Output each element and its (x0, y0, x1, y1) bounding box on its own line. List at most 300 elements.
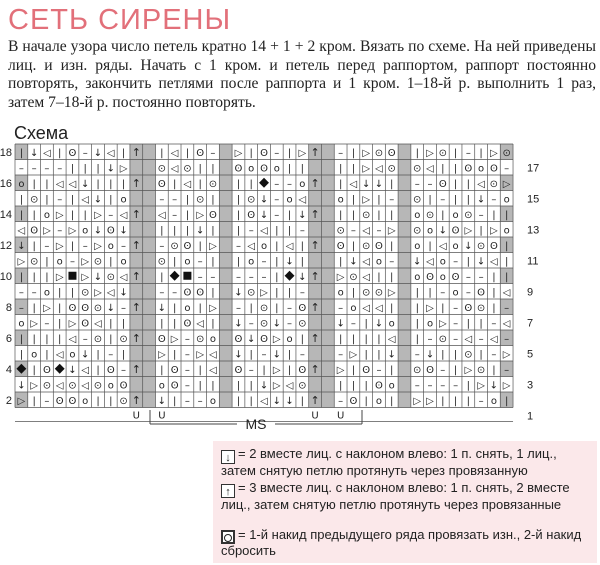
stitch-symbol: | (377, 209, 381, 221)
stitch-symbol: | (338, 178, 343, 190)
stitch-symbol: ▷ (426, 147, 434, 159)
row-number-right: 17 (527, 162, 540, 175)
stitch-symbol: ▷ (43, 302, 51, 314)
stitch-symbol: – (235, 271, 241, 283)
stitch-symbol: ↑ (310, 394, 320, 407)
stitch-symbol: – (491, 194, 497, 206)
stitch-symbol: | (32, 364, 36, 376)
stitch-symbol: ⊙ (464, 209, 473, 221)
stitch-symbol: | (377, 333, 381, 345)
stitch-symbol: ↓ (272, 318, 281, 330)
stitch-symbol: ↓ (413, 256, 422, 268)
stitch-symbol: ◁ (158, 209, 166, 221)
stitch-symbol: | (96, 349, 100, 361)
stitch-symbol: | (351, 333, 356, 345)
stitch-symbol: ▷ (336, 271, 345, 283)
stitch-symbol: ▷ (17, 395, 26, 407)
stitch-symbol: ʘ (183, 287, 192, 299)
stitch-symbol: – (376, 225, 382, 237)
stitch-symbol: ▷ (272, 364, 281, 376)
stitch-symbol: ▷ (55, 271, 64, 283)
stitch-symbol: ʘ (234, 364, 243, 376)
stitch-symbol: ◁ (375, 163, 383, 175)
stitch-symbol: ↓ (259, 194, 269, 206)
stitch-symbol: ◁ (426, 163, 434, 175)
grey-cell (219, 144, 232, 160)
stitch-symbol: ↓ (106, 163, 115, 175)
stitch-symbol: | (415, 287, 419, 299)
stitch-symbol: ⊙ (93, 333, 103, 345)
stitch-symbol (183, 272, 191, 280)
grey-cell (219, 237, 232, 253)
stitch-symbol: o (209, 333, 216, 345)
stitch-symbol: ◁ (183, 178, 192, 190)
stitch-symbol: – (235, 302, 241, 314)
stitch-symbol: | (172, 302, 177, 314)
down-arrow-icon: ↓ (221, 450, 235, 464)
grey-cell (219, 284, 232, 300)
grey-cell (143, 330, 156, 346)
grey-cell (398, 361, 411, 377)
stitch-symbol: ↓ (272, 395, 281, 407)
stitch-symbol: ⊙ (464, 349, 473, 361)
stitch-symbol: – (504, 333, 510, 345)
stitch-symbol: | (287, 163, 292, 175)
grey-cell (321, 253, 334, 269)
stitch-symbol: | (19, 194, 24, 206)
stitch-symbol: ʘ (68, 395, 77, 407)
stitch-symbol: | (275, 287, 279, 299)
row-number-left: 12 (0, 240, 12, 252)
scheme-title: Схема (14, 123, 69, 143)
stitch-symbol: ▷ (298, 147, 307, 159)
stitch-symbol: ▷ (170, 333, 179, 345)
stitch-symbol: ʘ (183, 240, 192, 252)
stitch-symbol: o (426, 318, 434, 330)
stitch-symbol: | (109, 194, 113, 206)
stitch-symbol: | (364, 333, 368, 345)
stitch-symbol: | (198, 302, 202, 314)
stitch-symbol: ▷ (387, 225, 396, 237)
grey-cell (398, 377, 411, 393)
stitch-symbol: ʘ (68, 302, 77, 314)
stitch-symbol: – (82, 333, 88, 345)
stitch-symbol: ↓ (119, 287, 128, 299)
stitch-symbol: | (504, 271, 509, 283)
stitch-symbol: ʘ (349, 395, 358, 407)
stitch-symbol: ʘ (208, 209, 217, 221)
stitch-symbol: | (275, 225, 279, 237)
stitch-symbol: | (96, 163, 100, 175)
stitch-symbol: | (236, 395, 241, 407)
stitch-symbol: ↑ (310, 332, 320, 345)
stitch-symbol: | (479, 225, 483, 237)
stitch-symbol (68, 272, 76, 280)
stitch-symbol: ↑ (131, 177, 141, 190)
stitch-symbol: | (377, 349, 381, 361)
stitch-symbol: | (441, 349, 445, 361)
stitch-symbol: | (211, 287, 215, 299)
stitch-symbol: ▷ (502, 178, 511, 190)
stitch-symbol: ⊙ (387, 163, 396, 175)
stitch-symbol: | (45, 178, 49, 190)
stitch-symbol: U (336, 410, 345, 422)
stitch-symbol: | (466, 178, 471, 190)
stitch-symbol: | (236, 225, 241, 237)
stitch-symbol: ▷ (94, 287, 102, 299)
stitch-symbol: – (197, 395, 203, 407)
stitch-symbol: – (478, 395, 484, 407)
stitch-symbol: o (18, 318, 25, 330)
grey-cell (309, 284, 322, 300)
stitch-symbol: ▷ (94, 209, 102, 221)
stitch-symbol: | (160, 364, 164, 376)
stitch-symbol: ʘ (426, 364, 434, 376)
stitch-symbol: ◁ (55, 380, 64, 392)
stitch-symbol: – (261, 349, 267, 361)
stitch-symbol: ▷ (68, 225, 77, 237)
stitch-symbol: ↓ (336, 318, 345, 330)
stitch-symbol: | (492, 287, 496, 299)
grey-cell (219, 191, 232, 207)
stitch-symbol: ▷ (413, 395, 422, 407)
stitch-symbol: | (19, 349, 24, 361)
grey-cell (219, 299, 232, 315)
stitch-symbol: | (70, 287, 75, 299)
stitch-symbol: – (274, 178, 280, 190)
grey-cell (398, 253, 411, 269)
stitch-symbol: – (414, 349, 420, 361)
repeat-label: MS (245, 416, 267, 432)
stitch-symbol: | (351, 364, 356, 376)
stitch-symbol: o (478, 163, 485, 175)
stitch-symbol: ↓ (17, 380, 26, 392)
stitch-symbol: ◁ (106, 287, 115, 299)
stitch-symbol: o (414, 271, 421, 283)
stitch-symbol: | (453, 349, 458, 361)
grey-cell (143, 206, 156, 222)
stitch-symbol (55, 364, 65, 374)
stitch-symbol: ⊙ (361, 240, 371, 252)
stitch-symbol: – (210, 147, 216, 159)
stitch-symbol: ▷ (336, 364, 345, 376)
stitch-symbol: – (108, 209, 114, 221)
stitch-symbol: ʘ (260, 333, 268, 345)
grey-cell (321, 361, 334, 377)
stitch-symbol: ◁ (362, 271, 371, 283)
grey-cell (321, 160, 334, 176)
stitch-symbol: | (198, 364, 202, 376)
stitch-symbol: o (414, 240, 421, 252)
stitch-symbol: ʘ (489, 163, 498, 175)
stitch-symbol: | (504, 256, 509, 268)
stitch-symbol: ◁ (94, 318, 102, 330)
stitch-symbol: – (287, 178, 293, 190)
stitch-symbol: | (453, 194, 458, 206)
grey-cell (398, 237, 411, 253)
stitch-symbol: | (236, 380, 241, 392)
stitch-symbol: | (249, 349, 253, 361)
stitch-symbol: o (184, 256, 191, 268)
stitch-symbol: – (427, 333, 433, 345)
stitch-symbol: ◁ (209, 364, 217, 376)
stitch-symbol: ⊙ (298, 318, 307, 330)
stitch-symbol: ▷ (502, 380, 511, 392)
stitch-symbol: o (337, 287, 344, 299)
grey-cell (321, 175, 334, 191)
stitch-symbol: – (184, 333, 190, 345)
stitch-symbol: – (210, 271, 216, 283)
stitch-symbol: – (248, 318, 254, 330)
stitch-symbol: – (478, 209, 484, 221)
stitch-symbol: – (274, 147, 280, 159)
grey-cell (321, 284, 334, 300)
stitch-symbol: – (478, 271, 484, 283)
stitch-symbol: | (172, 349, 177, 361)
stitch-symbol: | (338, 333, 343, 345)
stitch-symbol: ↓ (119, 225, 128, 237)
stitch-symbol: | (236, 194, 241, 206)
grey-cell (143, 175, 156, 191)
stitch-symbol: | (466, 256, 471, 268)
grey-cell (398, 191, 411, 207)
stitch-symbol: ⊙ (247, 287, 256, 299)
stitch-symbol: | (479, 147, 483, 159)
stitch-symbol: ↓ (464, 240, 473, 252)
knitting-chart (0, 140, 600, 436)
stitch-symbol: | (377, 194, 381, 206)
stitch-symbol: o (439, 271, 446, 283)
stitch-symbol: ⊙ (93, 380, 103, 392)
row-number-right: 15 (527, 193, 540, 206)
grey-cell (398, 346, 411, 362)
stitch-symbol: ↓ (234, 349, 243, 361)
stitch-symbol: – (184, 380, 190, 392)
stitch-symbol: ⊙ (438, 147, 447, 159)
stitch-symbol: ◁ (81, 364, 90, 376)
stitch-symbol: | (211, 194, 215, 206)
stitch-symbol: | (19, 271, 24, 283)
stitch-symbol: ↓ (361, 178, 371, 190)
stitch-symbol: | (338, 256, 343, 268)
stitch-symbol: – (453, 256, 459, 268)
stitch-symbol: o (31, 349, 38, 361)
stitch-symbol: ▷ (362, 147, 371, 159)
stitch-symbol: ↓ (476, 194, 486, 206)
stitch-symbol: | (83, 209, 87, 221)
stitch-symbol: ʘ (247, 209, 256, 221)
chart-grid (15, 144, 513, 422)
stitch-symbol: ↓ (374, 178, 384, 190)
grey-cell (398, 206, 411, 222)
grey-cell (321, 392, 334, 408)
stitch-symbol: | (492, 364, 496, 376)
grey-cell (143, 191, 156, 207)
stitch-symbol: | (504, 209, 509, 221)
grey-cell (398, 160, 411, 176)
row-number-right: 3 (527, 379, 534, 392)
stitch-symbol: – (44, 318, 50, 330)
stitch-symbol: | (351, 209, 356, 221)
grey-cell (321, 268, 334, 284)
stitch-symbol: | (45, 194, 49, 206)
stitch-symbol: | (249, 395, 253, 407)
grey-cell (130, 191, 143, 207)
stitch-symbol: | (32, 302, 36, 314)
stitch-symbol: – (44, 240, 50, 252)
stitch-symbol: o (82, 395, 89, 407)
stitch-symbol: – (31, 287, 37, 299)
stitch-symbol: ʘ (106, 364, 115, 376)
stitch-symbol: ▷ (477, 380, 485, 392)
stitch-symbol: – (69, 256, 75, 268)
stitch-symbol: ⊙ (336, 225, 345, 237)
stitch-symbol: | (338, 380, 343, 392)
stitch-symbol: ◁ (502, 318, 511, 330)
stitch-symbol: ↓ (195, 225, 205, 237)
stitch-symbol: | (249, 380, 253, 392)
stitch-symbol: ʘ (157, 178, 166, 190)
stitch-symbol: | (466, 194, 471, 206)
row-number-right: 9 (527, 286, 534, 299)
stitch-symbol: – (18, 302, 24, 314)
stitch-symbol: ↑ (131, 146, 141, 159)
stitch-symbol: | (109, 318, 113, 330)
grey-cell (143, 346, 156, 362)
grey-cell (143, 268, 156, 284)
stitch-symbol: ↓ (298, 209, 307, 221)
legend-item-dec3: ↑ = 3 вместе лиц. с наклоном влево: 1 п. снять, 2 вместе лиц., затем снятую петлю протянуть через провязанные (221, 480, 570, 512)
stitch-symbol: – (159, 194, 165, 206)
stitch-symbol: | (504, 395, 509, 407)
stitch-symbol: – (299, 225, 305, 237)
stitch-symbol: ↑ (310, 208, 320, 221)
stitch-symbol: ▷ (490, 147, 498, 159)
grey-cell (398, 392, 411, 408)
stitch-symbol: ↓ (106, 302, 115, 314)
stitch-symbol: ↑ (310, 301, 320, 314)
stitch-symbol: | (172, 318, 177, 330)
stitch-symbol: | (492, 271, 496, 283)
stitch-symbol: | (364, 318, 368, 330)
stitch-symbol: ▷ (17, 256, 26, 268)
stitch-symbol: ▷ (490, 225, 498, 237)
grey-cell (143, 253, 156, 269)
stitch-symbol: ⊙ (157, 163, 167, 175)
grey-cell (309, 253, 322, 269)
stitch-symbol: ʘ (81, 302, 90, 314)
stitch-symbol: – (414, 178, 420, 190)
stitch-symbol: | (441, 209, 445, 221)
stitch-symbol: | (287, 225, 292, 237)
row-number-left: 14 (0, 209, 12, 221)
stitch-symbol: | (172, 225, 177, 237)
stitch-symbol: ⊙ (119, 333, 128, 345)
stitch-symbol: ▷ (30, 380, 39, 392)
stitch-symbol: ↓ (17, 240, 26, 252)
stitch-symbol: – (82, 147, 88, 159)
stitch-symbol: ▷ (209, 240, 217, 252)
legend-item-dec2: ↓ = 2 вместе лиц. с наклоном влево: 1 п. снять, 1 лиц., затем снятую петлю протянуть через провязанную (221, 446, 557, 478)
grey-cell (398, 268, 411, 284)
stitch-symbol: – (121, 302, 127, 314)
stitch-symbol: – (184, 395, 190, 407)
stitch-symbol: o (452, 209, 459, 221)
stitch-symbol: ◁ (106, 147, 115, 159)
stitch-symbol: – (350, 225, 356, 237)
row-number-left: 2 (5, 395, 12, 407)
stitch-symbol: ⊙ (438, 333, 447, 345)
stitch-symbol: | (58, 318, 62, 330)
stitch-symbol: – (108, 349, 114, 361)
stitch-symbol: ▷ (464, 364, 473, 376)
stitch-symbol: ▷ (272, 333, 281, 345)
stitch-symbol: | (121, 318, 126, 330)
stitch-symbol: | (58, 333, 62, 345)
stitch-symbol: | (32, 209, 36, 221)
row-number-left: 18 (0, 147, 12, 159)
stitch-symbol: – (261, 256, 267, 268)
stitch-symbol: | (58, 287, 62, 299)
stitch-symbol: ◁ (43, 147, 51, 159)
stitch-symbol: ⊙ (119, 395, 128, 407)
grey-cell (143, 222, 156, 238)
stitch-symbol: | (121, 147, 126, 159)
stitch-symbol: ↓ (157, 395, 167, 407)
grey-cell (143, 361, 156, 377)
stitch-symbol: | (287, 287, 292, 299)
stitch-symbol: | (351, 287, 356, 299)
grey-cell (143, 315, 156, 331)
stitch-symbol: o (82, 225, 89, 237)
stitch-symbol: ◁ (209, 349, 217, 361)
grey-cell (219, 253, 232, 269)
stitch-symbol: ◁ (375, 302, 383, 314)
stitch-symbol: ⊙ (195, 194, 205, 206)
stitch-symbol: – (427, 178, 433, 190)
stitch-symbol: | (19, 147, 24, 159)
stitch-symbol: ▷ (158, 349, 166, 361)
stitch-symbol: ʘ (196, 287, 205, 299)
stitch-symbol: – (121, 240, 127, 252)
stitch-symbol: – (299, 287, 305, 299)
stitch-symbol: ↓ (81, 178, 90, 190)
stitch-symbol: | (466, 395, 471, 407)
stitch-symbol: | (338, 163, 343, 175)
stitch-symbol: – (159, 287, 165, 299)
stitch-symbol: | (390, 395, 394, 407)
stitch-symbol: ⊙ (29, 256, 39, 268)
stitch-symbol: – (172, 287, 178, 299)
stitch-symbol: ʘ (464, 163, 473, 175)
stitch-symbol: o (388, 318, 395, 330)
up-arrow-icon: ↑ (221, 484, 235, 498)
grey-cell (398, 222, 411, 238)
stitch-symbol: | (198, 178, 202, 190)
stitch-symbol: ↓ (374, 318, 384, 330)
stitch-symbol: | (300, 240, 305, 252)
grey-cell (321, 191, 334, 207)
stitch-symbol: | (415, 147, 419, 159)
stitch-symbol: | (351, 163, 356, 175)
stitch-symbol: ▷ (502, 349, 511, 361)
grey-cell (219, 206, 232, 222)
stitch-symbol: ⊙ (68, 380, 77, 392)
stitch-symbol: | (172, 178, 177, 190)
ring-icon (221, 530, 235, 544)
repeat-bracket (150, 410, 362, 432)
stitch-symbol: ⊙ (374, 147, 384, 159)
